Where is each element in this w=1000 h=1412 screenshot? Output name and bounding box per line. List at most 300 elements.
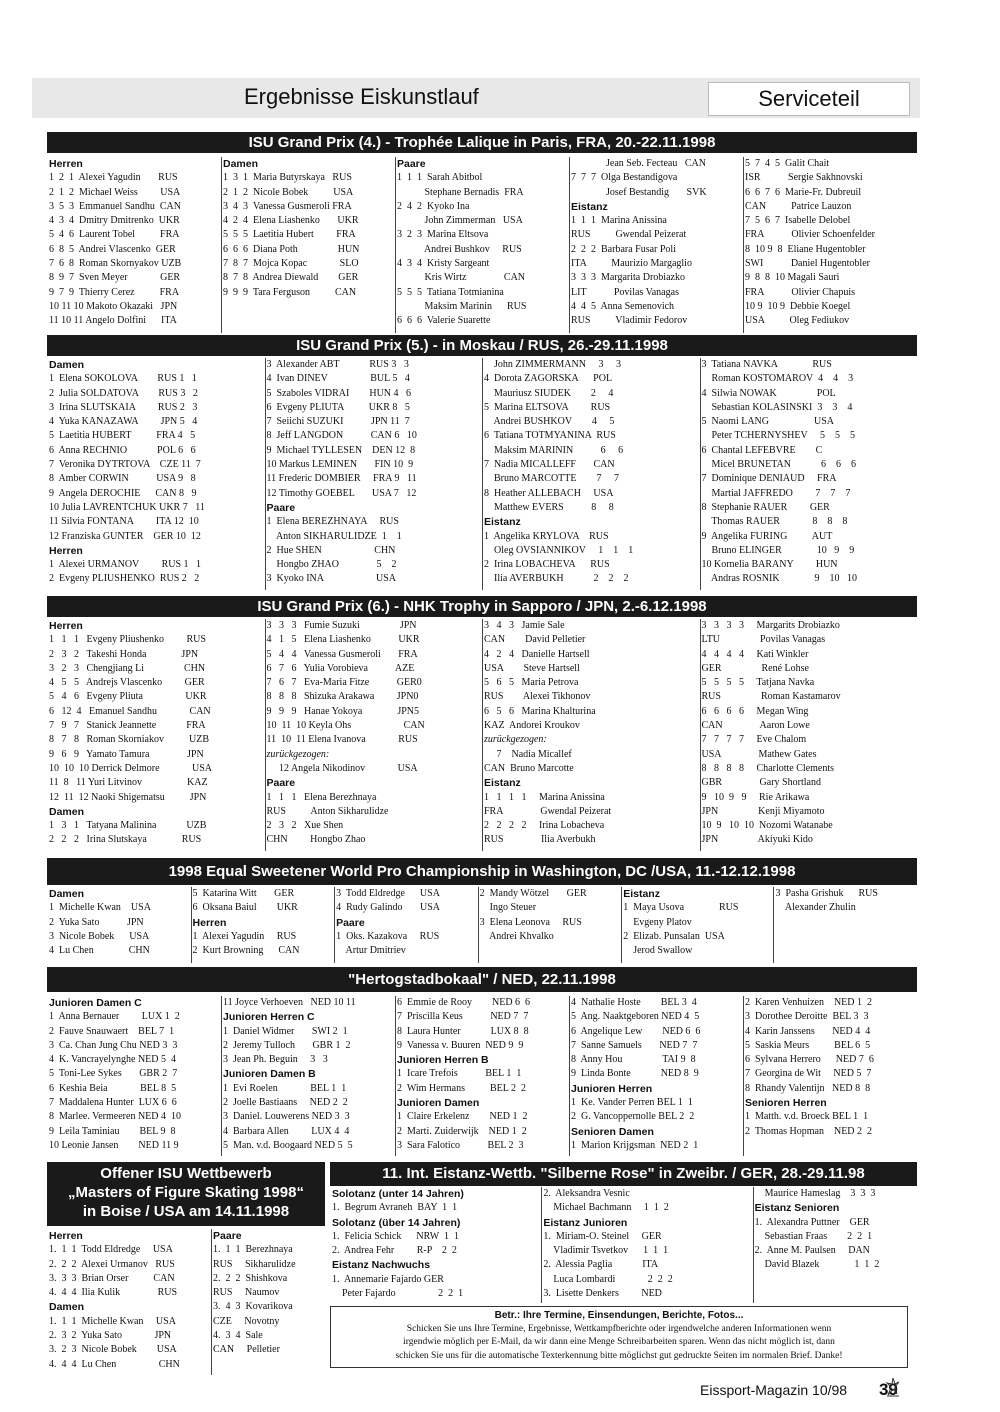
- results-zweibr: [330, 1187, 917, 1303]
- page-number: 39: [878, 1380, 898, 1399]
- result-line: 1 2 1 Alexei Yagudin RUS: [49, 172, 178, 184]
- result-line: Anton SIKHARULIDZE 1 1: [266, 530, 402, 542]
- result-line: FRA Olivier Schoenfelder: [745, 229, 875, 241]
- result-line: 2 2 2 2 Irina Lobacheva: [484, 820, 605, 832]
- result-line: 11 10 11 Angelo Dolfini ITA: [49, 315, 177, 327]
- results-moskau: [47, 358, 917, 590]
- result-line: RUS Sikharulidze: [213, 1258, 296, 1270]
- result-line: RUS Vladimir Fedorov: [571, 315, 688, 327]
- result-line: 12 Franziska GUNTER GER 10 12: [49, 530, 201, 542]
- result-line: Jerod Swallow: [623, 945, 693, 957]
- event-title-moskau: ISU Grand Prix (5.) - in Moskau / RUS, 26.-29.11.1998: [47, 335, 917, 356]
- results-column: [753, 1187, 917, 1303]
- result-line: Peter Fajardo 2 2 1: [332, 1288, 464, 1300]
- result-line: 3. 4 3 Kovarikova: [213, 1301, 293, 1313]
- results-column: [541, 1187, 753, 1303]
- result-line: Stephane Bernadis FRA: [397, 186, 524, 198]
- category-heading: Paare: [266, 501, 296, 514]
- result-line: 5 Naomi LANG USA: [701, 416, 834, 428]
- result-line: 1 1 1 Evgeny Pliushenko RUS: [49, 634, 206, 646]
- result-line: 11 10 11 Elena Ivanova RUS: [266, 734, 418, 746]
- result-line: 1 3 1 Maria Butyrskaya RUS: [223, 172, 352, 184]
- result-line: 5 7 4 5 Galit Chait: [745, 158, 830, 169]
- result-line: 9 7 9 Thierry Cerez FRA: [49, 286, 180, 298]
- result-line: 2 3 2 Xue Shen: [266, 820, 344, 832]
- result-line: 7 7 7 7 Eve Chalom: [701, 734, 807, 746]
- result-line: CAN Bruno Marcotte: [484, 762, 574, 774]
- note-title: Betr.: Ihre Termine, Einsendungen, Berichte, Fotos...: [494, 1310, 744, 1321]
- result-line: 6 6 6 Diana Poth HUN: [223, 243, 360, 255]
- result-line: 2 Julia SOLDATOVA RUS 3 2: [49, 387, 198, 399]
- result-line: 1. 1 1 Berezhnaya: [213, 1244, 293, 1256]
- results-column: [395, 157, 570, 333]
- result-line: 9 Linda Bonte NED 8 9: [571, 1068, 699, 1080]
- result-line: Evgeny Platov: [623, 916, 692, 928]
- result-line: Micel BRUNETAN 6 6 6: [701, 459, 856, 471]
- page-footer: [700, 1380, 898, 1400]
- result-line: 8 10 9 8 Eliane Hugentobler: [745, 243, 866, 255]
- result-line: 10 Kornelia BARANY HUN: [701, 559, 838, 571]
- category-heading: Damen: [49, 805, 85, 818]
- result-line: 1. 1 1 Todd Eldredge USA: [49, 1244, 173, 1256]
- result-line: 7 Dominique DENIAUD FRA: [701, 473, 837, 485]
- result-line: 1 Oks. Kazakova RUS: [336, 930, 440, 942]
- result-line: USA Steve Hartsell: [484, 662, 580, 674]
- result-line: 2 1 2 Nicole Bobek USA: [223, 186, 354, 198]
- result-line: 6 6 7 6 Marie-Fr. Dubreuil: [745, 186, 862, 198]
- results-column: [47, 887, 192, 963]
- result-line: 10 11 10 Keyla Ohs CAN: [266, 720, 425, 732]
- result-line: Artur Dmitriev: [336, 945, 406, 957]
- result-line: Andras ROSNIK 9 10 10: [701, 573, 858, 585]
- results-column: [47, 1229, 212, 1375]
- result-line: 2. Anne M. Paulsen DAN: [754, 1245, 870, 1257]
- results-washington: [47, 887, 917, 963]
- result-line: 8 8 8 Shizuka Arakawa JPN0: [266, 691, 419, 703]
- result-line: 10 9 10 10 Nozomi Watanabe: [701, 820, 833, 832]
- result-line: 2 Irina LOBACHEVA RUS: [484, 559, 610, 571]
- result-line: 4 K. Vancrayelynghe NED 5 4: [49, 1054, 177, 1066]
- page-header: [32, 78, 920, 118]
- result-line: 6 12 4 Emanuel Sandhu CAN: [49, 705, 211, 717]
- result-line: 1 Alexei Yagudin RUS: [192, 930, 297, 942]
- result-line: LTU Povilas Vanagas: [701, 634, 826, 646]
- result-line: CAN Pelletier: [213, 1344, 280, 1356]
- boise-title-line-2: „Masters of Figure Skating 1998“: [68, 1184, 304, 1201]
- result-line: 3 Sara Falotico BEL 2 3: [397, 1139, 524, 1151]
- result-line: LIT Povilas Vanagas: [571, 286, 679, 298]
- result-line: 2. Andrea Fehr R-P 2 2: [332, 1245, 457, 1257]
- note-line: zurückgezogen:: [484, 734, 547, 746]
- result-line: 3 Elena Leonova RUS: [479, 916, 582, 928]
- results-column: [700, 358, 918, 590]
- result-line: 6 Angelique Lew NED 6 6: [571, 1025, 701, 1037]
- result-line: 7 Seiichi SUZUKI JPN 11 7: [266, 416, 410, 428]
- category-heading: Damen: [223, 158, 259, 170]
- result-line: USA Mathew Gates: [701, 748, 817, 760]
- results-column: [569, 996, 744, 1156]
- category-heading: Eistanz: [623, 888, 660, 900]
- page-title: Ergebnisse Eiskunstlauf: [244, 84, 479, 109]
- event-title-zweibr: 11. Int. Eistanz-Wettb. "Silberne Rose" in Zweibr. / GER, 28.-29.11.98: [330, 1162, 917, 1186]
- results-column: [221, 996, 396, 1156]
- result-line: 4 Rudy Galindo USA: [336, 902, 440, 914]
- results-column: [482, 619, 701, 851]
- result-line: 6 Chantal LEFEBVRE C: [701, 444, 823, 456]
- result-line: 6 Oksana Baiul UKR: [192, 902, 298, 914]
- category-heading: Junioren Herren B: [397, 1054, 489, 1067]
- result-line: CZE Novotny: [213, 1315, 280, 1327]
- result-line: Hongbo ZHAO 5 2: [266, 559, 397, 571]
- category-heading: Paare: [266, 777, 296, 790]
- result-line: RUS Anton Sikharulidze: [266, 805, 389, 817]
- result-line: 1. Alexandra Puttner GER: [754, 1216, 870, 1228]
- result-line: 4. 4 4 Ilia Kulik RUS: [49, 1287, 178, 1299]
- category-heading: Senioren Herren: [745, 1097, 827, 1110]
- result-line: 8 Amber CORWIN USA 9 8: [49, 473, 196, 485]
- result-line: 4 Karin Janssens NED 4 4: [745, 1025, 871, 1037]
- result-line: 5 4 4 Vanessa Gusmeroli FRA: [266, 648, 418, 660]
- result-line: 1 1 1 1 Marina Anissina: [484, 791, 605, 803]
- result-line: 5 Ang. Naaktgeboren NED 4 5: [571, 1011, 700, 1023]
- result-line: RUS Roman Kastamarov: [701, 691, 841, 703]
- result-line: Kris Wirtz CAN: [397, 272, 526, 284]
- result-line: 1. Begrum Avraneh BAY 1 1: [332, 1202, 458, 1214]
- note-text-1: Schicken Sie uns Ihre Termine, Ergebnisse, Wettkampfberichte oder irgendwelche anderen Informationen wenn: [406, 1323, 832, 1334]
- result-line: 2. 2 2 Alexei Urmanov RUS: [49, 1258, 175, 1270]
- result-line: 1 Daniel Widmer SWI 2 1: [223, 1025, 348, 1037]
- result-line: 10 Leonie Jansen NED 11 9: [49, 1139, 179, 1151]
- result-line: 5 6 5 Maria Petrova: [484, 677, 579, 689]
- category-heading: Junioren Damen B: [223, 1068, 316, 1081]
- results-column: [265, 619, 484, 851]
- result-line: Vladimir Tsvetkov 1 1 1: [543, 1245, 669, 1257]
- result-line: Peter TCHERNYSHEV 5 5 5: [701, 430, 856, 442]
- note-text-3: schicken Sie uns für die automatische Texterkennung bitte möglichst gut gedruckte Seiten im normalen Brief. Danke!: [395, 1350, 843, 1361]
- results-column: [330, 1187, 542, 1303]
- result-line: 3 Jean Ph. Beguin 3 3: [223, 1054, 328, 1066]
- results-column: [334, 887, 479, 963]
- result-line: FRA Gwendal Peizerat: [484, 805, 612, 817]
- result-line: 4 2 4 Danielle Hartsell: [484, 648, 590, 660]
- result-line: Andrei Bushkov RUS: [397, 243, 522, 255]
- result-line: 5 4 6 Laurent Tobel FRA: [49, 229, 180, 241]
- result-line: Sebastian KOLASINSKI 3 3 4: [701, 401, 853, 413]
- result-line: 6 7 6 Yulia Vorobieva AZE: [266, 662, 415, 674]
- result-line: Mauriusz SIUDEK 2 4: [484, 387, 614, 399]
- result-line: 2 Kurt Browning CAN: [192, 945, 300, 957]
- result-line: 2 Wim Hermans BEL 2 2: [397, 1082, 527, 1094]
- category-heading: Eistanz Nachwuchs: [332, 1259, 431, 1272]
- result-line: 8 Heather ALLEBACH USA: [484, 487, 614, 499]
- result-line: Maksim MARININ 6 6: [484, 444, 624, 456]
- result-line: 4 5 5 Andrejs Vlascenko GER: [49, 677, 205, 689]
- result-line: 2 2 2 Barbara Fusar Poli: [571, 243, 676, 255]
- result-line: 3 4 3 Vanessa Gusmeroli FRA: [223, 200, 352, 212]
- result-line: 2 Evgeny PLIUSHENKO RUS 2 2: [49, 573, 200, 585]
- result-line: 1 Evi Roelen BEL 1 1: [223, 1082, 347, 1094]
- result-line: 7 Nadia MICALLEFF CAN: [484, 459, 615, 471]
- result-line: 1 Matth. v.d. Broeck BEL 1 1: [745, 1111, 869, 1123]
- category-heading: Herren: [49, 620, 83, 632]
- result-line: 4 Nathalie Hoste BEL 3 4: [571, 997, 697, 1008]
- result-line: ITA Maurizio Margaglio: [571, 258, 692, 270]
- result-line: 1 Angelika KRYLOVA RUS: [484, 530, 609, 542]
- result-line: 2 Karen Venhuizen NED 1 2: [745, 997, 873, 1008]
- result-line: 5 Saskia Meurs BEL 6 5: [745, 1039, 871, 1051]
- category-heading: Solotanz (über 14 Jahren): [332, 1216, 461, 1229]
- result-line: USA Oleg Fediukov: [745, 315, 850, 327]
- result-line: Michael Bachmann 1 1 2: [543, 1202, 669, 1214]
- result-line: 1 Maya Usova RUS: [623, 902, 739, 914]
- result-line: 3 5 3 Emmanuel Sandhu CAN: [49, 200, 181, 212]
- result-line: 2 Jeremy Tulloch GBR 1 2: [223, 1039, 351, 1051]
- result-line: John Zimmerman USA: [397, 215, 523, 227]
- result-line: 6 Sylvana Herrero NED 7 6: [745, 1054, 874, 1066]
- result-line: 3 Todd Eldredge USA: [336, 888, 440, 899]
- result-line: 1 Claire Erkelenz NED 1 2: [397, 1111, 528, 1123]
- result-line: 6 6 6 Valerie Suarette: [397, 315, 491, 327]
- result-line: 9 6 9 Yamato Tamura JPN: [49, 748, 204, 760]
- result-line: GBR Gary Shortland: [701, 777, 821, 789]
- results-column: [773, 887, 917, 963]
- category-heading: Eistanz: [484, 516, 521, 529]
- results-column: [569, 157, 744, 333]
- result-line: 7 Sanne Samuels NED 7 7: [571, 1039, 698, 1051]
- result-line: 4. 4 4 Lu Chen CHN: [49, 1358, 180, 1370]
- category-heading: Paare: [397, 158, 426, 170]
- result-line: 4 Dorota ZAGORSKA POL: [484, 373, 613, 385]
- result-line: David Blazek 1 1 2: [754, 1259, 880, 1271]
- result-line: 2 2 2 Irina Slutskaya RUS: [49, 834, 202, 846]
- boise-title-line-3: in Boise / USA am 14.11.1998: [82, 1203, 290, 1220]
- result-line: RUS Alexei Tikhonov: [484, 691, 591, 703]
- result-line: 1. Miriam-O. Steinel GER: [543, 1230, 662, 1242]
- result-line: 6 8 5 Andrei Vlascenko GER: [49, 243, 176, 255]
- result-line: 5 Laetitia HUBERT FRA 4 5: [49, 430, 196, 442]
- result-line: 3 Pasha Grishuk RUS: [775, 888, 878, 899]
- result-line: 1 Ke. Vander Perren BEL 1 1: [571, 1097, 693, 1109]
- result-line: 4 3 4 Dmitry Dmitrenko UKR: [49, 215, 180, 227]
- result-line: 4 Ivan DINEV BUL 5 4: [266, 373, 410, 385]
- result-line: 8 Rhandy Valentijn NED 8 8: [745, 1082, 871, 1094]
- result-line: 2 Elizab. Punsalan USA: [623, 930, 725, 942]
- result-line: 1 3 1 Tatyana Malinina UZB: [49, 820, 207, 832]
- result-line: 10 Markus LEMINEN FIN 10 9: [266, 459, 414, 471]
- result-line: RUS Naumov: [213, 1287, 280, 1299]
- result-line: 7 Georgina de Wit NED 5 7: [745, 1068, 872, 1080]
- results-column: [482, 358, 701, 590]
- result-line: Thomas RAUER 8 8 8: [701, 516, 848, 528]
- result-line: JPN Akiyuki Kido: [701, 834, 813, 846]
- category-heading: Herren: [49, 1230, 83, 1242]
- result-line: 2 Marti. Zuiderwijk NED 1 2: [397, 1125, 527, 1137]
- result-line: GER René Lohse: [701, 662, 809, 674]
- result-line: 5 5 5 Tatiana Totmianina: [397, 286, 504, 298]
- result-line: 12 11 12 Naoki Shigematsu JPN: [49, 791, 207, 803]
- result-line: 9 Angela DEROCHIE CAN 8 9: [49, 487, 197, 499]
- result-line: 1 Icare Trefois BEL 1 1: [397, 1068, 522, 1080]
- result-line: Bruno MARCOTTE 7 7: [484, 473, 619, 485]
- result-line: Ingo Steuer: [479, 902, 537, 914]
- result-line: Maksim Marinin RUS: [397, 300, 527, 312]
- category-heading: Senioren Damen: [571, 1125, 654, 1138]
- category-heading: Eistanz Junioren: [543, 1216, 628, 1229]
- event-title-hertogstad: "Hertogstadbokaal" / NED, 22.11.1998: [47, 967, 917, 992]
- result-line: 3 Tatiana NAVKA RUS: [701, 359, 832, 370]
- result-line: 3. Lisette Denkers NED: [543, 1288, 662, 1300]
- result-line: Luca Lombardi 2 2 2: [543, 1273, 673, 1285]
- result-line: RUS Gwendal Peizerat: [571, 229, 687, 241]
- result-line: 3 Nicole Bobek USA: [49, 930, 150, 942]
- result-line: 5 Toni-Lee Sykes GBR 2 7: [49, 1068, 178, 1080]
- result-line: 2 Mandy Wötzel GER: [479, 888, 587, 899]
- result-line: 7 6 7 Eva-Maria Fitze GER0: [266, 677, 422, 689]
- result-line: 1. Felicia Schick NRW 1 1: [332, 1230, 460, 1242]
- category-heading: Herren: [49, 544, 83, 557]
- result-line: 7 8 7 Mojca Kopac SLO: [223, 258, 359, 270]
- result-line: 6 Tatiana TOTMYANINA RUS: [484, 430, 616, 442]
- result-line: 4 Barbara Allen LUX 4 4: [223, 1125, 350, 1137]
- result-line: 4. 3 4 Sale: [213, 1330, 263, 1342]
- result-line: 3 4 3 Jamie Sale: [484, 620, 565, 631]
- result-line: 11 Joyce Verhoeven NED 10 11: [223, 997, 356, 1008]
- category-heading: Junioren Herren C: [223, 1011, 315, 1024]
- result-line: 11 Frederic DOMBIER FRA 9 11: [266, 473, 417, 485]
- result-line: 2 Hue SHEN CHN: [266, 544, 396, 556]
- result-line: 5 Man. v.d. Boogaard NED 5 5: [223, 1139, 353, 1151]
- results-paris: [47, 157, 917, 333]
- result-line: 11 Silvia FONTANA ITA 12 10: [49, 516, 199, 528]
- result-line: 1 Anna Bernauer LUX 1 2: [49, 1011, 180, 1023]
- result-line: 3 2 3 Marina Eltsova: [397, 229, 489, 241]
- result-line: JPN Kenji Miyamoto: [701, 805, 825, 817]
- category-heading: Junioren Herren: [571, 1082, 653, 1095]
- result-line: 1. Annemarie Fajardo GER: [332, 1273, 444, 1285]
- result-line: 3 Alexander ABT RUS 3 3: [266, 359, 409, 370]
- result-line: Oleg OVSIANNIKOV 1 1 1: [484, 544, 634, 556]
- result-line: 3 2 3 Chengjiang Li CHN: [49, 662, 206, 674]
- result-line: Sebastian Fraas 2 2 1: [754, 1230, 873, 1242]
- result-line: 2 1 2 Michael Weiss USA: [49, 186, 181, 198]
- event-title-washington: 1998 Equal Sweetener World Pro Championship in Washington, DC /USA, 11.-12.12.1998: [47, 858, 917, 885]
- result-line: 2. 3 2 Yuka Sato JPN: [49, 1330, 172, 1342]
- result-line: 1 Michelle Kwan USA: [49, 902, 151, 914]
- result-line: 8 Laura Hunter LUX 8 8: [397, 1025, 529, 1037]
- result-line: 9 10 9 9 Rie Arikawa: [701, 791, 810, 803]
- boise-title-line-1: Offener ISU Wettbewerb: [100, 1165, 272, 1182]
- section-label: Serviceteil: [708, 82, 910, 116]
- result-line: Maurice Hameslag 3 3 3: [754, 1188, 876, 1199]
- result-line: 3. 2 3 Nicole Bobek USA: [49, 1344, 177, 1356]
- results-column: [700, 619, 918, 851]
- result-line: John ZIMMERMANN 3 3: [484, 359, 621, 370]
- results-column: [47, 619, 266, 851]
- result-line: 7 7 7 Olga Bestandigova: [571, 172, 678, 184]
- result-line: Matthew EVERS 8 8: [484, 501, 614, 513]
- result-line: 6 Anna RECHNIO POL 6 6: [49, 444, 196, 456]
- result-line: 7 9 7 Stanick Jeannette FRA: [49, 720, 206, 732]
- result-line: 9 9 9 Hanae Yokoya JPN5: [266, 705, 419, 717]
- results-column: [743, 996, 917, 1156]
- result-line: 8 Anny Hou TAI 9 8: [571, 1054, 696, 1066]
- result-line: 9 Vanessa v. Buuren NED 9 9: [397, 1039, 524, 1051]
- results-hertogstad: [47, 996, 917, 1156]
- result-line: 6 Evgeny PLIUTA UKR 8 5: [266, 401, 410, 413]
- result-line: 1 Marion Krijgsman NED 2 1: [571, 1139, 699, 1151]
- results-column: [47, 157, 222, 333]
- result-line: 6 Keshia Beia BEL 8 5: [49, 1082, 177, 1094]
- result-line: 1 Elena SOKOLOVA RUS 1 1: [49, 373, 197, 385]
- result-line: 5 5 5 5 Tatjana Navka: [701, 677, 815, 689]
- result-line: 1 1 1 Marina Anissina: [571, 215, 667, 227]
- result-line: 9 Leila Taminiau BEL 9 8: [49, 1125, 176, 1137]
- result-line: 7 6 8 Roman Skornyakov UZB: [49, 258, 182, 270]
- result-line: 3. 3 3 Brian Orser CAN: [49, 1272, 175, 1284]
- result-line: 8 8 8 8 Charlotte Clements: [701, 762, 834, 774]
- result-line: 8 7 8 Andrea Diewald GER: [223, 272, 359, 284]
- result-line: 1 Elena BEREZHNAYA RUS: [266, 516, 399, 528]
- result-line: SWI Daniel Hugentobler: [745, 258, 870, 270]
- results-column: [478, 887, 623, 963]
- result-line: 3 Irina SLUTSKAIA RUS 2 3: [49, 401, 198, 413]
- category-heading: Paare: [336, 916, 365, 929]
- result-line: 8 Jeff LANGDON CAN 6 10: [266, 430, 417, 442]
- result-line: 2 Joelle Bastiaans NED 2 2: [223, 1097, 348, 1109]
- result-line: KAZ Andorei Kroukov: [484, 720, 580, 732]
- result-line: 8 9 7 Sven Meyer GER: [49, 272, 181, 284]
- result-line: 10 9 10 9 Debbie Koegel: [745, 300, 851, 312]
- result-line: 12 Timothy GOEBEL USA 7 12: [266, 487, 417, 499]
- result-line: Andrei Khvalko: [479, 930, 554, 942]
- result-line: 5 Szaboles VIDRAI HUN 4 6: [266, 387, 412, 399]
- result-line: Martial JAFFREDO 7 7 7: [701, 487, 851, 499]
- category-heading: Herren: [49, 158, 83, 170]
- result-line: Andrei BUSHKOV 4 5: [484, 416, 615, 428]
- result-line: 5 5 5 Laetitia Hubert FRA: [223, 229, 356, 241]
- result-line: 2 3 2 Takeshi Honda JPN: [49, 648, 199, 660]
- results-column: [395, 996, 570, 1156]
- result-line: RUS Ilia Averbukh: [484, 834, 596, 846]
- result-line: Josef Bestandig SVK: [571, 186, 707, 198]
- category-heading: Damen: [49, 888, 85, 900]
- result-line: 1 1 1 Elena Berezhnaya: [266, 791, 377, 803]
- event-title-sapporo: ISU Grand Prix (6.) - NHK Trophy in Sapporo / JPN, 2.-6.12.1998: [47, 596, 917, 617]
- result-line: 7 Veronika DYTRTOVA CZE 11 7: [49, 459, 201, 471]
- result-line: 8 7 8 Roman Skorniakov UZB: [49, 734, 209, 746]
- result-line: 3 3 3 3 Margarits Drobiazko: [701, 620, 840, 631]
- result-line: 1 1 1 Sarah Abitbol: [397, 172, 483, 184]
- result-line: 3 3 3 Margarita Drobiazko: [571, 272, 685, 284]
- result-line: 7 5 6 7 Isabelle Delobel: [745, 215, 851, 227]
- result-line: 4 Yuka KANAZAWA JPN 5 4: [49, 416, 198, 428]
- result-line: Alexander Zhulin: [775, 902, 856, 914]
- category-heading: Damen: [49, 359, 85, 371]
- category-heading: Damen: [49, 1301, 85, 1314]
- category-heading: Junioren Damen C: [49, 997, 142, 1009]
- results-column: [191, 887, 336, 963]
- results-column: [47, 358, 266, 590]
- result-line: 9 Michael TYLLESEN DEN 12 8: [266, 444, 416, 456]
- result-line: 3 Daniel. Louwerens NED 3 3: [223, 1111, 350, 1123]
- results-column: [621, 887, 774, 963]
- category-heading: Eistanz: [571, 200, 608, 213]
- category-heading: Eistanz Senioren: [754, 1202, 840, 1215]
- results-column: [211, 1229, 325, 1375]
- result-line: 7 Nadia Micallef: [484, 748, 572, 760]
- category-heading: Herren: [192, 916, 227, 929]
- result-line: 2 Yuka Sato JPN: [49, 916, 144, 928]
